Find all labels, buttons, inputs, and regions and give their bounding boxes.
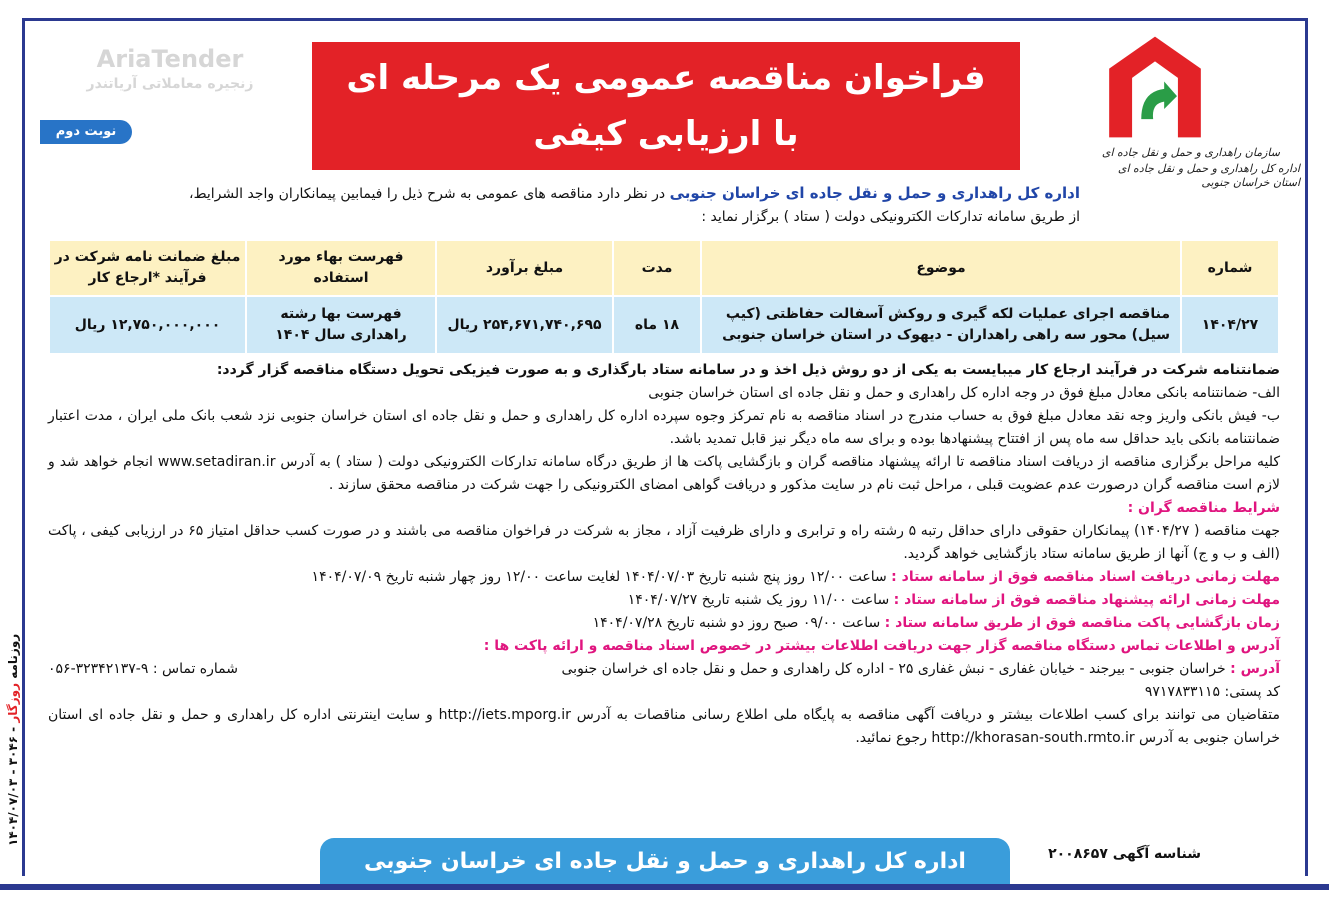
phone: شماره تماس : ۹-۳۲۳۴۲۱۳۷-۰۵۶ [48,661,238,677]
guarantee-title: ضمانتنامه شرکت در فرآیند ارجاع کار میبایست به یکی از دو روش ذیل اخذ و در سامانه ستاد بارگذاری و به صورت فیزیکی تحویل دستگاه مناقصه گزار گردد: [216,362,1280,378]
col-estimate: مبلغ برآورد [436,240,613,296]
round-badge: نوبت دوم [40,120,132,144]
content-flow [48,182,1280,750]
footer-org: اداره کل راهداری و حمل و نقل جاده ای خراسان جنوبی [320,838,1010,886]
watermark-brand: AriaTender [96,45,244,73]
col-subject: موضوع [701,240,1181,296]
road-arrow-logo-icon [1100,32,1210,142]
conditions-title: شرایط مناقصه گران : [1127,500,1280,516]
rmto-logo [1090,28,1300,208]
newspaper-credit: روزنامه روزگار - ۳۰۴۶ - ۱۴۰۴/۰۷/۰۳ [6,633,20,847]
ad-body: ضمانتنامه شرکت در فرآیند ارجاع کار میبایست به یکی از دو روش ذیل اخذ و در سامانه ستاد بارگذاری و به صورت فیزیکی تحویل دستگاه مناقصه گزار گردد: الف- ضمانتنامه بانکی معادل مبلغ فوق در وجه اداره کل راهداری و حمل و نقل جاده ای استان خراسان جنوبی ب- فیش بانکی واریز وجه نقد معادل مبلغ فوق به حساب مندرج در اسناد مناقصه به نام تمرکز وجوه سپرده اداره کل راهداری و حمل و نقل جاده ای استان خراسان جنوبی نزد شعب بانک ملی ایران ، مدت اعتبار ضمانتنامه بانکی باید حداقل سه ماه پس از افتتاح پیشنهادها بوده و برای سه ماه دیگر نیز قابل تمدید باشد. کلیه مراحل برگزاری مناقصه از دریافت اسناد مناقصه تا ارائه پیشنهاد مناقصه گران و بازگشایی پاکت ها از طریق درگاه سامانه تدارکات الکترونیکی دولت ( ستاد ) به آدرس www.setadiran.ir انجام خواهد شد و لازم است مناقصه گران درصورت عدم عضویت قبلی ، مراحل ثبت نام در سایت مذکور و دریافت گواهی امضای الکترونیکی را جهت شرکت در مناقصه محقق سازند . شرایط مناقصه گران : جهت مناقصه ( ۱۴۰۴/۲۷) پیمانکاران حقوقی دارای حداقل رتبه ۵ رشته راه و ترابری و دارای ظرفیت آزاد ، مجاز به شرکت در فراخوان مناقصه می باشند و در صورت کسب حداقل امتیاز ۶۵ در ارزیابی کیفی ، پاکت (الف و ب و ج) آنها از طریق سامانه ستاد بازگشایی خواهد گردید. مهلت زمانی دریافت اسناد مناقصه فوق از سامانه ستاد : ساعت ۱۲/۰۰ روز پنج شنبه تاریخ ۱۴۰۴/۰۷/۰۳ لغایت ساعت ۱۲/۰۰ روز چهار شنبه تاریخ ۱۴۰۴/۰۷/۰۹ مهلت زمانی ارائه پیشنهاد مناقصه فوق از سامانه ستاد : ساعت ۱۱/۰۰ روز یک شنبه تاریخ ۱۴۰۴/۰۷/۲۷ زمان بازگشایی پاکت مناقصه فوق از طریق سامانه ستاد : ساعت ۰۹/۰۰ صبح روز دو شنبه تاریخ ۱۴۰۴/۰۷/۲۸ آدرس و اطلاعات تماس دستگاه مناقصه گزار جهت دریافت اطلاعات بیشتر در خصوص اسناد مناقصه و ارائه پاکت ها : آدرس : خراسان جنوبی - بیرجند - خیابان غفاری - نبش غفاری ۲۵ - اداره کل راهداری و حمل و نقل جاده ای خراسان جنوبی شماره تماس : ۹-۳۲۳۴۲۱۳۷-۰۵۶ کد پستی: ۹۷۱۷۸۳۳۱۱۵ متقاضیان می توانند برای کسب اطلاعات بیشتر و دریافت آگهی مناقصه به پایگاه ملی اطلاع رسانی مناقصات به آدرس http://iets.mporg.ir و سایت اینترنتی اداره کل راهداری و حمل و نقل جاده ای استان خراسان جنوبی به آدرس http://khorasan-south.rmto.ir رجوع نمائید. [48,359,1280,750]
setad-link[interactable]: www.setadiran.ir [157,454,276,470]
table-row: ۱۴۰۴/۲۷ مناقصه اجرای عملیات لکه گیری و روکش آسفالت حفاظتی (کیپ سیل) محور سه راهی راهداران - دیهوک در استان خراسان جنوبی ۱۸ ماه ۲۵۴,۶۷۱,۷۴۰,۶۹۵ ریال فهرست بها رشته راهداری سال ۱۴۰۴ ۱۲,۷۵۰,۰۰۰,۰۰۰ ریال [49,296,1279,354]
ad-id: شناسه آگهی ۲۰۰۸۶۵۷ [1048,846,1201,862]
col-price-list: فهرست بهاء مورد استفاده [246,240,436,296]
title-line-2: با ارزیابی کیفی [533,114,799,154]
logo-text-1: سازمان راهداری و حمل و نقل جاده ای [1101,146,1280,159]
title-banner [312,42,1020,170]
tender-table [48,239,1280,355]
iets-link[interactable]: http://iets.mporg.ir [438,707,571,723]
title-line-1: فراخوان مناقصه عمومی یک مرحله ای [346,58,986,98]
bottom-rule [0,884,1329,890]
intro-text: اداره کل راهداری و حمل و نقل جاده ای خراسان جنوبی در نظر دارد مناقصه های عمومی به شرح ذیل را فیمابین پیمانکاران واجد الشرایط، از طریق سامانه تدارکات الکترونیکی دولت ( ستاد ) برگزار نماید : [189,184,1080,225]
logo-text-2: اداره کل راهداری و حمل و نقل جاده ای استان خراسان جنوبی [1117,162,1300,189]
watermark-tagline: زنجیره معاملاتی آریاتندر [86,76,254,92]
postal-code: کد پستی: ۹۷۱۷۸۳۳۱۱۵ [1144,684,1280,700]
rmto-link[interactable]: http://khorasan-south.rmto.ir [931,730,1135,746]
col-number: شماره [1181,240,1279,296]
col-duration: مدت [613,240,701,296]
watermark [40,44,300,94]
col-guarantee: مبلغ ضمانت نامه شرکت در فرآیند *ارجاع کار [49,240,246,296]
org-name: اداره کل راهداری و حمل و نقل جاده ای خراسان جنوبی [669,184,1080,202]
